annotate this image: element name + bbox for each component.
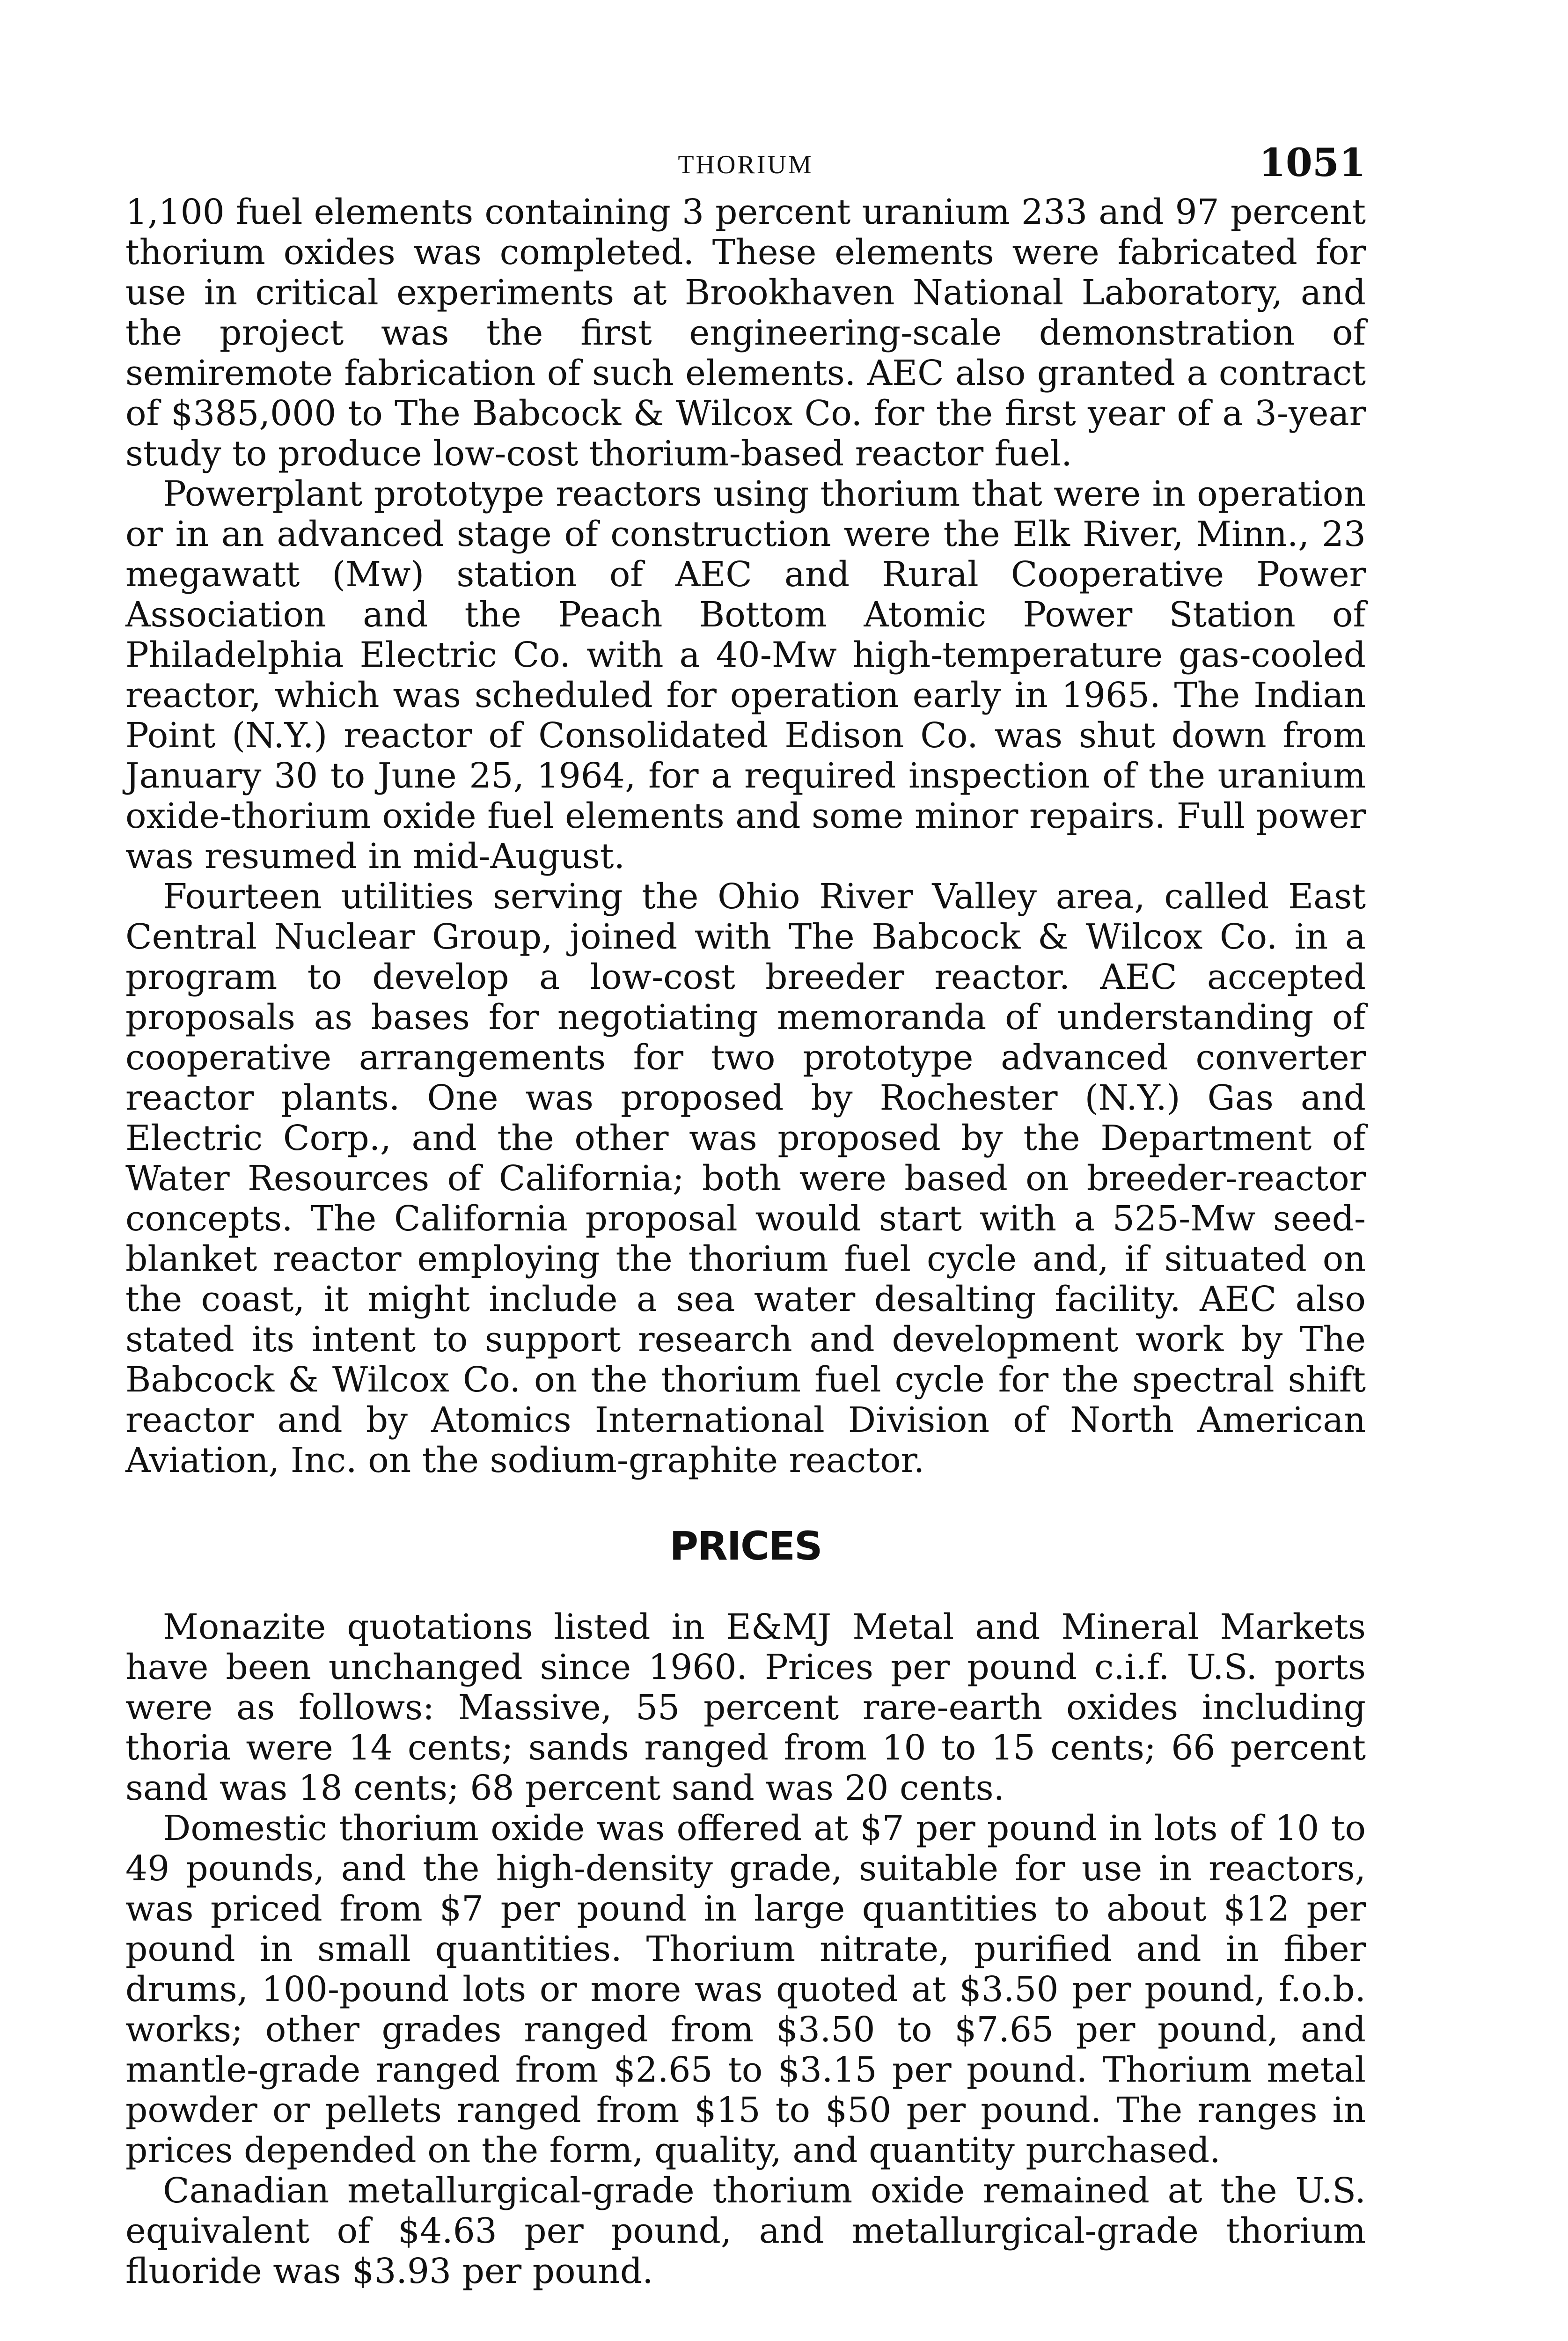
section-heading-prices: PRICES [669,1523,822,1569]
document-page [125,140,1366,2291]
running-title: THORIUM [678,150,813,179]
prices-section [125,1607,1366,2291]
body-paragraph: Fourteen utilities serving the Ohio River Valley area, called East Central Nuclear Group, joined with The Babcock & Wilcox Co. in a program to develop a low-cost breeder reactor. AEC accepted proposals as bases for negotiating memoranda of understanding of cooperative arrangements for two prototype advanced converter reactor plants. One was proposed by Rochester (N.Y.) Gas and Electric Corp., and the other was proposed by the Department of Water Resources of California; both were based on breeder-reactor concepts. The California proposal would start with a 525-Mw seed-blanket reactor employing the thorium fuel cycle and, if situated on the coast, it might include a sea water desalting facility. AEC also stated its intent to support research and development work by The Babcock & Wilcox Co. on the thorium fuel cycle for the spectral shift reactor and by Atomics International Division of North American Aviation, Inc. on the sodium-graphite reactor. [125,876,1366,1480]
body-paragraph: Powerplant prototype reactors using thorium that were in operation or in an advanced stage of construction were the Elk River, Minn., 23 megawatt (Mw) station of AEC and Rural Cooperative Power Association and the Peach Bottom Atomic Power Station of Philadelphia Electric Co. with a 40-Mw high-temperature gas-cooled reactor, which was scheduled for operation early in 1965. The Indian Point (N.Y.) reactor of Consolidated Edison Co. was shut down from January 30 to June 25, 1964, for a required inspection of the uranium oxide-thorium oxide fuel elements and some minor repairs. Full power was resumed in mid-August. [125,474,1366,876]
page-number: 1051 [1259,140,1366,185]
prices-paragraph: Monazite quotations listed in E&MJ Metal and Mineral Markets have been unchanged since 1960. Prices per pound c.i.f. U.S. ports were as follows: Massive, 55 percent rare-earth oxides including thoria were 14 cents; sands ranged from 10 to 15 cents; 66 percent sand was 18 cents; 68 percent sand was 20 cents. [125,1607,1366,1808]
thorium-body-section [125,192,1366,1480]
prices-paragraph: Domestic thorium oxide was offered at $7 per pound in lots of 10 to 49 pounds, and the high-density grade, suitable for use in reactors, was priced from $7 per pound in large quantities to about $12 per pound in small quantities. Thorium nitrate, purified and in fiber drums, 100-pound lots or more was quoted at $3.50 per pound, f.o.b. works; other grades ranged from $3.50 to $7.65 per pound, and mantle-grade ranged from $2.65 to $3.15 per pound. Thorium metal powder or pellets ranged from $15 to $50 per pound. The ranges in prices depended on the form, quality, and quantity purchased. [125,1808,1366,2171]
prices-paragraph: Canadian metallurgical-grade thorium oxide remained at the U.S. equivalent of $4.63 per pound, and metallurgical-grade thorium fluoride was $3.93 per pound. [125,2171,1366,2291]
body-paragraph: 1,100 fuel elements containing 3 percent uranium 233 and 97 percent thorium oxides was completed. These elements were fabricated for use in critical experiments at Brookhaven National Laboratory, and the project was the first engineering-scale demonstration of semiremote fabrication of such elements. AEC also granted a contract of $385,000 to The Babcock & Wilcox Co. for the first year of a 3-year study to produce low-cost thorium-based reactor fuel. [125,192,1366,474]
running-head [125,140,1366,192]
